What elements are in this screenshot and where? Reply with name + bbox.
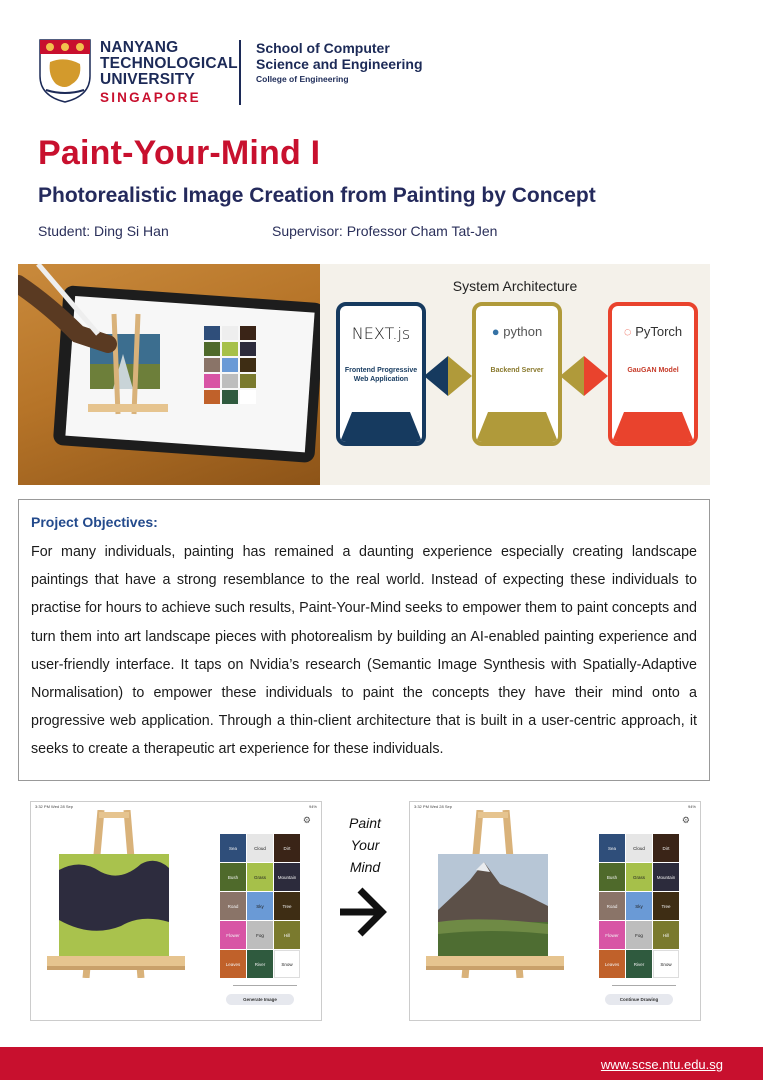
palette-swatch-mountain[interactable]: Mountain (274, 863, 300, 891)
palette-swatch-snow[interactable]: Snow (274, 950, 300, 978)
palette-swatch-flower[interactable]: Flower (599, 921, 625, 949)
status-battery: 94% (308, 804, 317, 809)
palette-swatch-tree[interactable]: Tree (653, 892, 679, 920)
student-name: Student: Ding Si Han (38, 223, 169, 239)
palette-swatch-bush[interactable]: Bush (599, 863, 625, 891)
model-box (608, 302, 698, 446)
middle-word: Mind (349, 859, 381, 875)
palette-swatch-river[interactable]: River (626, 950, 652, 978)
palette-swatch-fog[interactable]: Fog (247, 921, 273, 949)
status-time: 3:32 PM Wed 28 Sep (35, 804, 73, 809)
palette-swatch-road[interactable]: Road (220, 892, 246, 920)
python-logo-text: python (503, 324, 543, 339)
footer-url-link[interactable]: www.scse.ntu.edu.sg (600, 1057, 723, 1072)
supervisor-name: Supervisor: Professor Cham Tat-Jen (272, 223, 498, 239)
backend-label: Backend Server (490, 367, 544, 374)
palette-swatch-sky[interactable]: Sky (247, 892, 273, 920)
footer-bar (0, 1047, 763, 1080)
palette-swatch-mountain[interactable]: Mountain (653, 863, 679, 891)
middle-word: Your (350, 837, 380, 853)
connector-arrow-icon (560, 356, 608, 396)
palette-swatch-cloud[interactable]: Cloud (247, 834, 273, 862)
palette-swatch-hill[interactable]: Hill (274, 921, 300, 949)
university-country: SINGAPORE (100, 90, 201, 105)
palette-swatch-cloud[interactable]: Cloud (626, 834, 652, 862)
pytorch-logo-text: PyTorch (635, 324, 683, 339)
school-name (256, 40, 423, 86)
palette-grid-left (220, 834, 300, 978)
university-line: UNIVERSITY (100, 71, 196, 88)
school-line: Science and Engineering (256, 56, 423, 72)
palette-swatch-road[interactable]: Road (599, 892, 625, 920)
poster-title: Paint-Your-Mind I (38, 134, 321, 172)
palette-swatch-river[interactable]: River (247, 950, 273, 978)
palette-swatch-grass[interactable]: Grass (247, 863, 273, 891)
continue-drawing-button[interactable]: Continue Drawing (605, 994, 673, 1005)
easel-canvas[interactable] (41, 810, 191, 978)
system-architecture (320, 264, 710, 485)
palette-grid-right (599, 834, 679, 978)
easel-generated-image[interactable] (420, 810, 570, 978)
objectives-box (18, 499, 710, 781)
ntu-crest-logo (38, 38, 92, 104)
gear-icon[interactable]: ⚙ (681, 815, 690, 825)
backend-box (472, 302, 562, 446)
frontend-box (336, 302, 426, 446)
screenshot-after (409, 801, 701, 1021)
college-name: College of Engineering (256, 74, 349, 84)
palette-swatch-grass[interactable]: Grass (626, 863, 652, 891)
pytorch-logo: ◌ PyTorch (623, 324, 683, 339)
connector-arrow-icon (424, 356, 472, 396)
generate-image-button[interactable]: Generate Image (226, 994, 294, 1005)
poster-subtitle: Photorealistic Image Creation from Painting by Concept (38, 184, 596, 207)
palette-swatch-bush[interactable]: Bush (220, 863, 246, 891)
objectives-body: For many individuals, painting has remained a daunting experience especially creating landscape paintings that have a strong resemblance to the real world. Instead of expecting these individuals to practise for hours to achieve such results, Paint-Your-Mind seeks to empower them to paint concepts and turn them into art landscape pieces with photorealism by building an AI-enabled painting experience and user-friendly interface. It taps on Nvidia’s research (Semantic Image Synthesis with Spatially-Adaptive Normalisation) to empower these individuals to paint the concepts they have their mind onto a progressive web application. Through a thin-client architecture that is built in a user-centric approach, it seeks to create a therapeutic art experience for these individuals. (31, 544, 697, 758)
screenshot-before (30, 801, 322, 1021)
university-name (100, 40, 238, 106)
palette-swatch-dirt[interactable]: Dirt (274, 834, 300, 862)
people-line (38, 223, 498, 239)
palette-swatch-snow[interactable]: Snow (653, 950, 679, 978)
frontend-label: Frontend Progressive Web Application (344, 367, 418, 383)
university-line: NANYANG (100, 39, 179, 56)
palette-swatch-sea[interactable]: Sea (599, 834, 625, 862)
palette-swatch-fog[interactable]: Fog (626, 921, 652, 949)
architecture-title: System Architecture (452, 278, 578, 294)
palette-swatch-leaves[interactable]: Leaves (220, 950, 246, 978)
header-divider (239, 40, 241, 105)
status-time: 3:32 PM Wed 28 Sep (414, 804, 452, 809)
nextjs-logo: NEXT.js (351, 324, 411, 343)
paint-your-mind-text (345, 812, 385, 878)
palette-swatch-leaves[interactable]: Leaves (599, 950, 625, 978)
middle-word: Paint (349, 815, 381, 831)
school-line: School of Computer (256, 40, 390, 56)
objectives-heading: Project Objectives: (31, 514, 158, 530)
palette-swatch-dirt[interactable]: Dirt (653, 834, 679, 862)
tablet-photo (18, 264, 320, 485)
python-logo: ● python (491, 324, 543, 339)
right-arrow-icon (336, 882, 388, 942)
palette-swatch-hill[interactable]: Hill (653, 921, 679, 949)
gear-icon[interactable]: ⚙ (302, 815, 311, 825)
model-label: GauGAN Model (627, 367, 679, 374)
status-battery: 94% (687, 804, 696, 809)
university-line: TECHNOLOGICAL (100, 55, 238, 72)
palette-swatch-flower[interactable]: Flower (220, 921, 246, 949)
brush-size-slider[interactable] (612, 985, 676, 986)
palette-swatch-sea[interactable]: Sea (220, 834, 246, 862)
palette-swatch-tree[interactable]: Tree (274, 892, 300, 920)
brush-size-slider[interactable] (233, 985, 297, 986)
palette-swatch-sky[interactable]: Sky (626, 892, 652, 920)
